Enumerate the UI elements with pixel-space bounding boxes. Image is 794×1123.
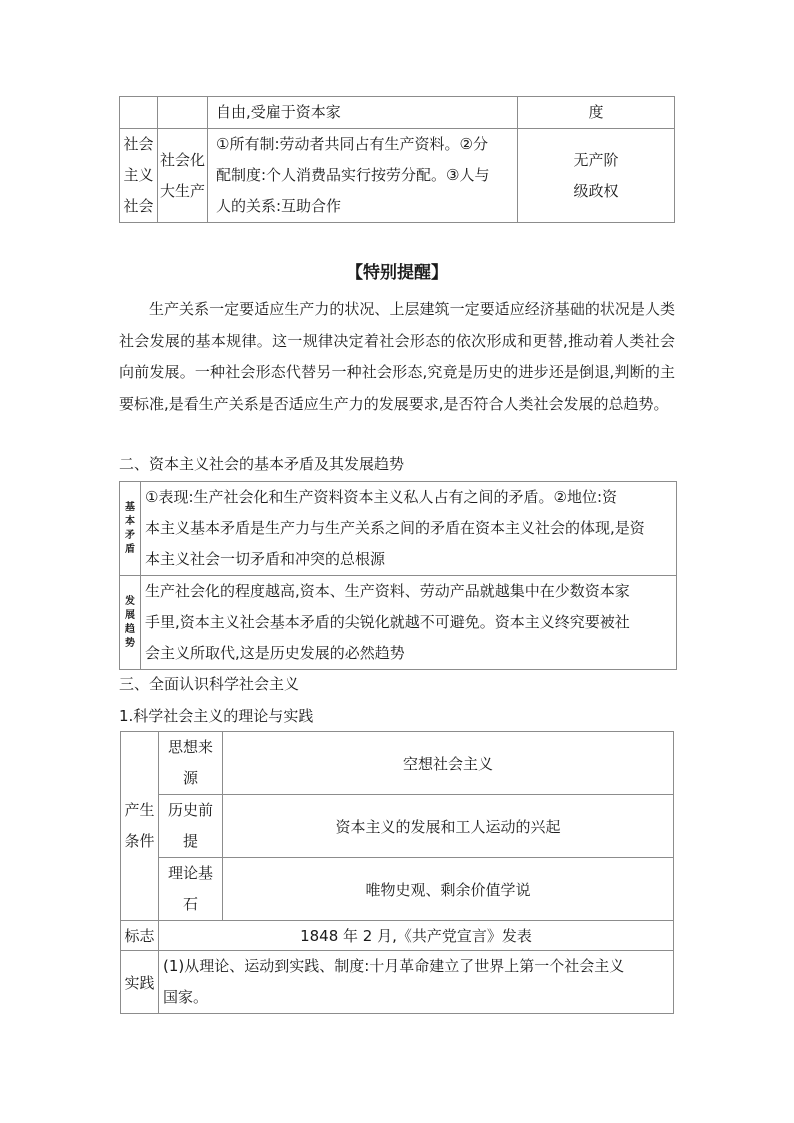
table-cell: ①所有制:劳动者共同占有生产资料。②分 配制度:个人消费品实行按劳分配。③人与 人的关系:互助合作: [208, 129, 518, 223]
row-label: 基 本 矛 盾: [120, 482, 141, 576]
table-cell: (1)从理论、运动到实践、制度:十月革命建立了世界上第一个社会主义 国家。: [159, 951, 674, 1014]
table-row: [121, 732, 674, 795]
table-cell: 自由,受雇于资本家: [208, 97, 518, 129]
table-cell: 度: [518, 97, 675, 129]
table-cell: 实践: [121, 951, 159, 1014]
table-row: [121, 858, 674, 921]
social-forms-table: [119, 96, 675, 223]
table-cell: 历史前 提: [159, 795, 223, 858]
table-cell: 思想来 源: [159, 732, 223, 795]
table-row: [120, 482, 677, 576]
scientific-socialism-table: [120, 731, 674, 1014]
table-row: [121, 921, 674, 951]
table-cell: 1848 年 2 月,《共产党宣言》发表: [159, 921, 674, 951]
table-cell: 生产社会化的程度越高,资本、生产资料、劳动产品就越集中在少数资本家 手里,资本主义社会基本矛盾的尖锐化就越不可避免。资本主义终究要被社 会主义所取代,这是历史发展的必然趋势: [141, 576, 677, 670]
section-title: 二、资本主义社会的基本矛盾及其发展趋势: [119, 455, 405, 473]
contradiction-table: [119, 481, 677, 670]
table-row: [121, 795, 674, 858]
table-cell: 唯物史观、剩余价值学说: [223, 858, 674, 921]
table-cell: 无产阶 级政权: [518, 129, 675, 223]
table-row: [120, 97, 675, 129]
table-cell: 产生 条件: [121, 732, 159, 921]
row-label: 发 展 趋 势: [120, 576, 141, 670]
reminder-title: 【特别提醒】: [346, 263, 448, 283]
table-cell: ①表现:生产社会化和生产资料资本主义私人占有之间的矛盾。②地位:资 本主义基本矛盾是生产力与生产关系之间的矛盾在资本主义社会的体现,是资 本主义社会一切矛盾和冲突的总根源: [141, 482, 677, 576]
table-row: [120, 576, 677, 670]
table-cell: [120, 97, 158, 129]
table-row: [121, 951, 674, 1014]
table-cell: 理论基 石: [159, 858, 223, 921]
table-cell: 社会 主义 社会: [120, 129, 158, 223]
section-title: 三、全面认识科学社会主义: [119, 675, 300, 693]
table-cell: [158, 97, 208, 129]
table-row: [120, 129, 675, 223]
table-cell: 资本主义的发展和工人运动的兴起: [223, 795, 674, 858]
table-cell: 社会化 大生产: [158, 129, 208, 223]
table-cell: 空想社会主义: [223, 732, 674, 795]
reminder-body: 生产关系一定要适应生产力的状况、上层建筑一定要适应经济基础的状况是人类社会发展的基本规律。这一规律决定着社会形态的依次形成和更替,推动着人类社会向前发展。一种社会形态代替另一种社会形态,究竟是历史的进步还是倒退,判断的主要标准,是看生产关系是否适应生产力的发展要求,是否符合人类社会发展的总趋势。: [119, 300, 675, 413]
subsection-title: 1.科学社会主义的理论与实践: [119, 707, 314, 725]
table-cell: 标志: [121, 921, 159, 951]
